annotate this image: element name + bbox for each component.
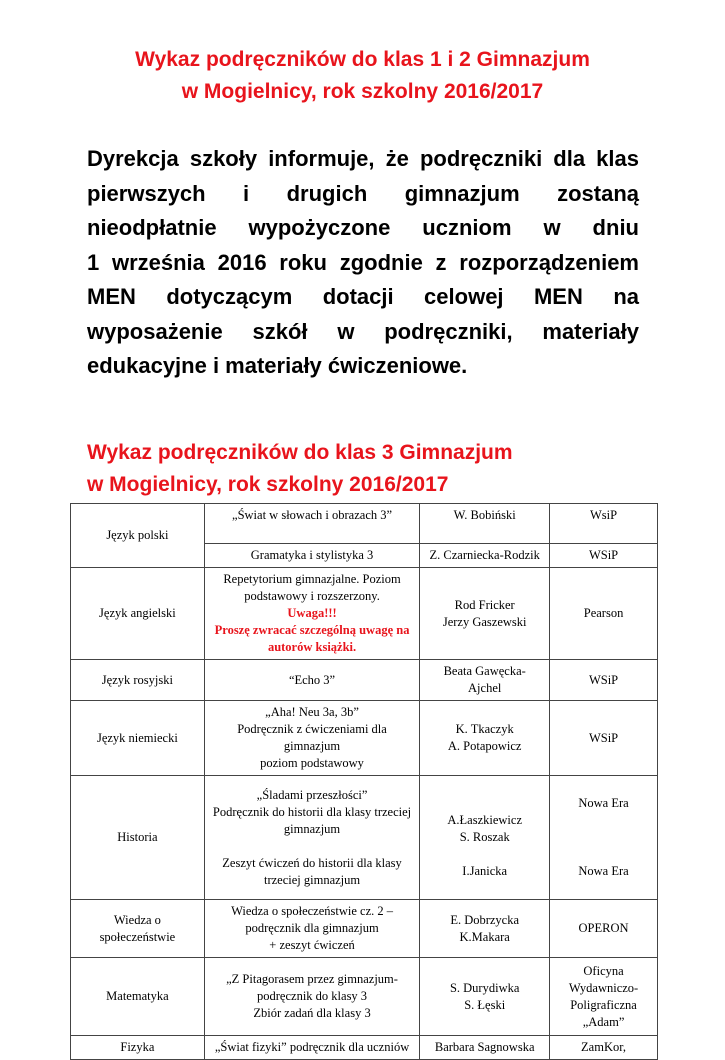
author-cell: W. Bobiński	[420, 504, 550, 544]
heading-line: w Mogielnicy, rok szkolny 2016/2017	[181, 80, 544, 103]
subject-line: Wiedza o	[113, 912, 161, 927]
author-line: Jerzy Gaszewski	[442, 614, 527, 629]
publisher-cell: ZamKor,	[550, 1036, 658, 1060]
title-line: „Z Pitagorasem przez gimnazjum-	[226, 972, 398, 986]
textbook-table	[70, 503, 658, 1060]
author-cell	[420, 660, 550, 701]
publisher-cell	[550, 776, 658, 900]
notice-line: pierwszych i drugich gimnazjum zostaną	[87, 180, 639, 206]
table-row	[71, 776, 658, 900]
notice-line: nieodpłatnie wypożyczone uczniom w dniu	[87, 215, 639, 240]
title-cell: “Echo 3”	[204, 660, 419, 701]
author-line: I.Janicka	[462, 864, 508, 878]
heading-line: w Mogielnicy, rok szkolny 2016/2017	[87, 473, 449, 496]
title-cell: Gramatyka i stylistyka 3	[204, 544, 419, 568]
heading-grade-3	[87, 437, 513, 501]
publisher-line: Nowa Era	[578, 796, 629, 810]
warning-text: Uwaga!!!	[287, 606, 337, 620]
title-cell	[204, 776, 419, 900]
title-line: podręcznik dla gimnazjum	[245, 921, 379, 935]
title-line: Repetytorium gimnazjalne. Poziom	[223, 572, 401, 586]
title-line: podstawowy i rozszerzony.	[244, 589, 380, 603]
spacer	[424, 846, 545, 863]
warning-text: Proszę zwracać szczególną uwagę na	[214, 623, 410, 637]
publisher-cell: WSiP	[550, 544, 658, 568]
publisher-cell: OPERON	[550, 900, 658, 958]
table-row	[71, 900, 658, 958]
title-line: Zbiór zadań dla klasy 3	[253, 1006, 371, 1020]
subject-line: społeczeństwie	[99, 929, 176, 944]
table-row	[71, 701, 658, 776]
author-line: Beata Gawęcka-	[443, 664, 526, 678]
publisher-cell: Pearson	[550, 568, 658, 660]
author-cell	[420, 568, 550, 660]
heading-grades-1-2	[0, 44, 725, 108]
title-cell: „Świat w słowach i obrazach 3”	[204, 504, 419, 544]
publisher-cell: WSiP	[550, 660, 658, 701]
publisher-line: Poligraficzna	[570, 997, 637, 1012]
title-line: podręcznik do klasy 3	[257, 989, 368, 1003]
warning-text: autorów książki.	[267, 640, 357, 654]
publisher-line: Nowa Era	[578, 864, 629, 878]
spacer	[554, 812, 653, 829]
author-line: A.Łaszkiewicz	[447, 813, 522, 827]
author-cell	[420, 776, 550, 900]
table-row	[71, 568, 658, 660]
author-line: K.Makara	[459, 929, 510, 944]
table-row	[71, 1036, 658, 1060]
author-line: Ajchel	[468, 681, 502, 695]
publisher-cell: WSiP	[550, 701, 658, 776]
title-cell	[204, 701, 419, 776]
title-line: „Śladami przeszłości”	[256, 787, 368, 802]
author-cell	[420, 701, 550, 776]
title-cell	[204, 900, 419, 958]
title-line: Zeszyt ćwiczeń do historii dla klasy	[222, 855, 402, 870]
notice-line: edukacyjne i materiały ćwiczeniowe.	[87, 353, 468, 378]
school-notice	[87, 142, 639, 384]
title-line: Wiedza o społeczeństwie cz. 2 –	[231, 904, 393, 918]
author-line: Rod Fricker	[454, 597, 515, 612]
subject-cell: Język niemiecki	[71, 701, 205, 776]
publisher-line: Wydawniczo-	[568, 980, 639, 995]
notice-line: MEN dotyczącym dotacji celowej MEN na	[87, 284, 639, 309]
spacer	[554, 829, 653, 846]
table-row	[71, 504, 658, 544]
author-line: S. Durydiwka	[449, 980, 520, 995]
table-row	[71, 660, 658, 701]
spacer	[554, 846, 653, 863]
spacer	[424, 795, 545, 812]
publisher-line: Oficyna	[583, 963, 624, 978]
author-cell	[420, 900, 550, 958]
subject-cell: Historia	[71, 776, 205, 900]
author-line: A. Potapowicz	[447, 739, 522, 753]
title-line: „Aha! Neu 3a, 3b”	[265, 705, 359, 719]
spacer	[209, 838, 415, 855]
subject-cell: Język polski	[71, 504, 205, 568]
title-line: + zeszyt ćwiczeń	[269, 938, 355, 952]
author-line: K. Tkaczyk	[455, 722, 514, 736]
title-line: Podręcznik do historii dla klasy trzeciej	[212, 804, 412, 819]
heading-line: Wykaz podręczników do klas 1 i 2 Gimnazjum	[135, 48, 590, 71]
title-cell: „Świat fizyki” podręcznik dla uczniów	[204, 1036, 419, 1060]
notice-line: Dyrekcja szkoły informuje, że podręczniki dla klas	[87, 146, 639, 171]
title-line: Podręcznik z ćwiczeniami dla gimnazjum	[237, 722, 387, 753]
publisher-cell: WsiP	[550, 504, 658, 544]
author-line: E. Dobrzycka	[450, 912, 520, 927]
heading-line: Wykaz podręczników do klas 3 Gimnazjum	[87, 441, 513, 464]
subject-cell	[71, 900, 205, 958]
title-line: gimnazjum	[283, 821, 341, 836]
author-cell: Z. Czarniecka-Rodzik	[420, 544, 550, 568]
notice-line: 1 września 2016 roku zgodnie z rozporządzeniem	[87, 249, 639, 275]
subject-cell: Język rosyjski	[71, 660, 205, 701]
subject-cell: Matematyka	[71, 958, 205, 1036]
notice-line: wyposażenie szkół w podręczniki, materiały	[87, 318, 639, 344]
author-line: S. Roszak	[459, 830, 510, 844]
author-cell: Barbara Sagnowska	[420, 1036, 550, 1060]
title-line: poziom podstawowy	[260, 756, 364, 770]
author-line: S. Łęski	[464, 997, 506, 1012]
title-cell	[204, 568, 419, 660]
subject-cell: Język angielski	[71, 568, 205, 660]
publisher-line: „Adam”	[582, 1014, 625, 1029]
title-line: trzeciej gimnazjum	[263, 872, 361, 887]
subject-cell: Fizyka	[71, 1036, 205, 1060]
